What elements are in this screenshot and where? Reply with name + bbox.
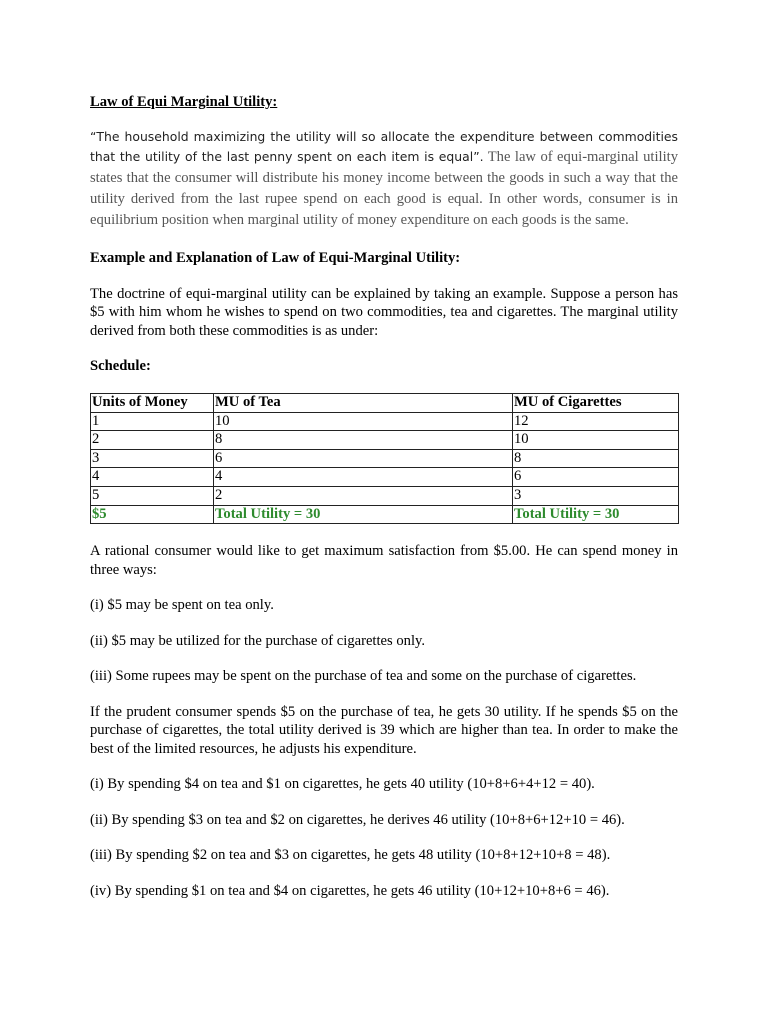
header-units-of-money: Units of Money [91,393,214,412]
prudent-paragraph: If the prudent consumer spends $5 on the purchase of tea, he gets 30 utility. If he spends $5 on the purchase of cigarettes, the total utility derived is 39 which are higher than tea. In order to make the best of the limited resources, he adjusts his expenditure. [90,703,678,757]
total-money-cell: $5 [91,505,214,524]
way-item: (iii) Some rupees may be spent on the purchase of tea and some on the purchase of cigarettes. [90,668,637,685]
table-cell: 8 [214,431,513,450]
table-row [91,468,679,487]
table-row [91,449,679,468]
schedule-heading: Schedule: [90,358,151,375]
table-cell: 6 [513,468,679,487]
header-mu-of-tea: MU of Tea [214,393,513,412]
rational-paragraph: A rational consumer would like to get maximum satisfaction from $5.00. He can spend money in three ways: [90,543,678,578]
table-cell: 4 [91,468,214,487]
combination-item: (ii) By spending $3 on tea and $2 on cigarettes, he derives 46 utility (10+8+6+12+10 = 46). [90,811,625,828]
table-cell: 4 [214,468,513,487]
table-cell: 12 [513,412,679,431]
total-cigarettes-utility-cell: Total Utility = 30 [513,505,679,524]
table-cell: 10 [214,412,513,431]
header-mu-of-cigarettes: MU of Cigarettes [513,393,679,412]
table-cell: 8 [513,449,679,468]
total-tea-utility-cell: Total Utility = 30 [214,505,513,524]
schedule-table [90,393,679,524]
table-cell: 10 [513,431,679,450]
intro-paragraph [90,127,678,231]
table-row [91,431,679,450]
combination-item: (iii) By spending $2 on tea and $3 on cigarettes, he gets 48 utility (10+8+12+10+8 = 48). [90,847,611,864]
table-cell: 5 [91,486,214,505]
intro-quote: “The household maximizing the utility will so allocate the expenditure between commodities that the utility of the last penny spent on each item is equal”. [90,128,678,165]
way-item: (i) $5 may be spent on tea only. [90,597,274,614]
combination-item: (i) By spending $4 on tea and $1 on cigarettes, he gets 40 utility (10+8+6+4+12 = 40). [90,776,595,793]
intro-explanation: The law of equi-marginal utility states that the consumer will distribute his money income between the goods in such a way that the utility derived from the last rupee spend on each good is equal. In other words, consumer is in equilibrium position when marginal utility of money expenditure on each goods is the same. [90,149,678,228]
way-item: (ii) $5 may be utilized for the purchase of cigarettes only. [90,632,425,649]
table-header-row [91,393,679,412]
table-cell: 2 [214,486,513,505]
table-cell: 6 [214,449,513,468]
document-body [90,93,678,917]
table-row [91,412,679,431]
combination-item: (iv) By spending $1 on tea and $4 on cigarettes, he gets 46 utility (10+12+10+8+6 = 46). [90,882,610,899]
example-paragraph: The doctrine of equi-marginal utility can be explained by taking an example. Suppose a person has $5 with him whom he wishes to spend on two commodities, tea and cigarettes. The marginal utility derived from both these commodities is as under: [90,285,678,339]
table-cell: 3 [91,449,214,468]
example-heading: Example and Explanation of Law of Equi-Marginal Utility: [90,250,461,267]
table-cell: 1 [91,412,214,431]
table-row [91,486,679,505]
table-total-row [91,505,679,524]
page-title: Law of Equi Marginal Utility: [90,94,278,110]
table-cell: 3 [513,486,679,505]
table-cell: 2 [91,431,214,450]
